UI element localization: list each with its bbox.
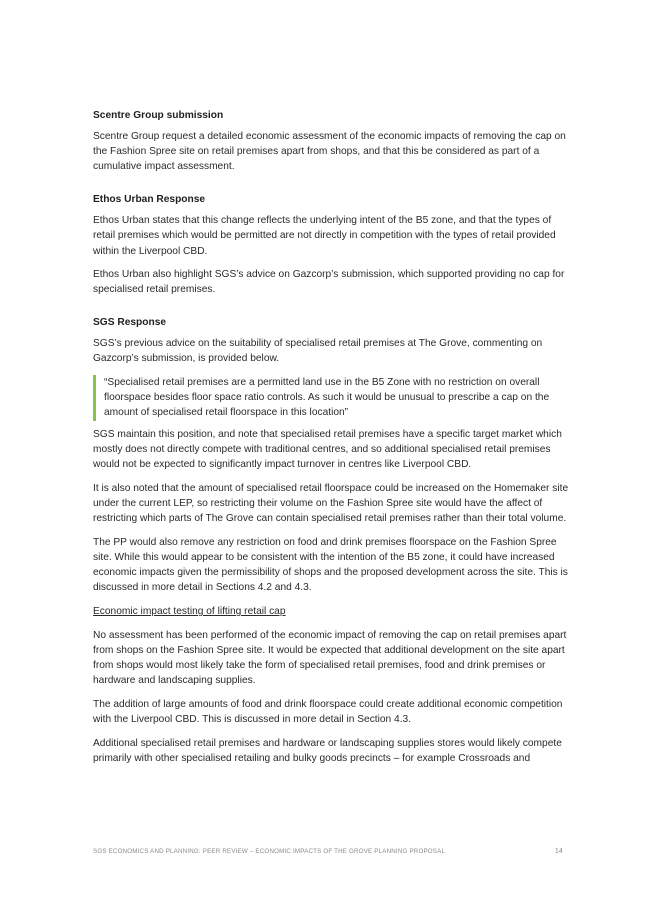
page-footer — [93, 848, 563, 855]
page-number: 14 — [554, 848, 563, 855]
paragraph: The PP would also remove any restriction on food and drink premises floorspace on the Fashion Spree site. While this would appear to be consistent with the intention of the B5 zone, it could have increased economic impacts given the permissibility of shops and the proposed development across the site. This is discussed in more detail in Sections 4.2 and 4.3. — [93, 536, 568, 594]
paragraph: Ethos Urban also highlight SGS’s advice on Gazcorp’s submission, which supported providing no cap for specialised retail premises. — [93, 269, 565, 296]
paragraph: Additional specialised retail premises and hardware or landscaping supplies stores would likely compete primarily with other specialised retailing and bulky goods precincts – for example Crossroads and — [93, 738, 562, 765]
paragraph: It is also noted that the amount of specialised retail floorspace could be increased on the Homemaker site under the current LEP, so restricting their volume on the Fashion Spree site would have the affect of restricting which parts of The Grove can contain specialised retail premises rather than their total volume. — [93, 482, 569, 525]
paragraph: The addition of large amounts of food and drink floorspace could create additional economic competition with the Liverpool CBD. This is discussed in more detail in Section 4.3. — [93, 699, 563, 726]
document-body — [93, 108, 575, 775]
section-heading-scentre: Scentre Group submission — [93, 110, 224, 121]
paragraph: SGS maintain this position, and note that specialised retail premises have a specific target market which mostly does not directly compete with traditional centres, and so additional specialised retail premises would not be expected to significantly impact turnover in centres like Liverpool CBD. — [93, 428, 562, 471]
footer-text: SGS ECONOMICS AND PLANNING: PEER REVIEW – ECONOMIC IMPACTS OF THE GROVE PLANNING PROPOSAL — [93, 848, 446, 855]
section-heading-ethos: Ethos Urban Response — [93, 194, 206, 206]
section-heading-sgs: SGS Response — [93, 317, 167, 329]
paragraph: Ethos Urban states that this change reflects the underlying intent of the B5 zone, and that the types of retail premises which would be permitted are not directly in competition with the types of retail provided within the Liverpool CBD. — [93, 215, 556, 257]
block-quote — [93, 375, 575, 421]
paragraph: SGS’s previous advice on the suitability of specialised retail premises at The Grove, commenting on Gazcorp’s submission, is provided below. — [93, 338, 543, 365]
paragraph: No assessment has been performed of the economic impact of removing the cap on retail premises apart from shops on the Fashion Spree site. It would be expected that additional development on the site apart from shops would most likely take the form of specialised retail premises, food and drink premises or hardware and landscaping supplies. — [93, 629, 567, 687]
quote-text: “Specialised retail premises are a permitted land use in the B5 Zone with no restriction on overall floorspace besides floor space ratio controls. As such it would be unusual to prescribe a cap on the amount of specialised retail floorspace in this location” — [104, 377, 550, 419]
paragraph: Scentre Group request a detailed economic assessment of the economic impacts of removing the cap on the Fashion Spree site on retail premises apart from shops, and that this be considered as part of a cumulative impact assessment. — [93, 131, 566, 173]
subheading-impact-testing: Economic impact testing of lifting retail cap — [93, 606, 286, 618]
